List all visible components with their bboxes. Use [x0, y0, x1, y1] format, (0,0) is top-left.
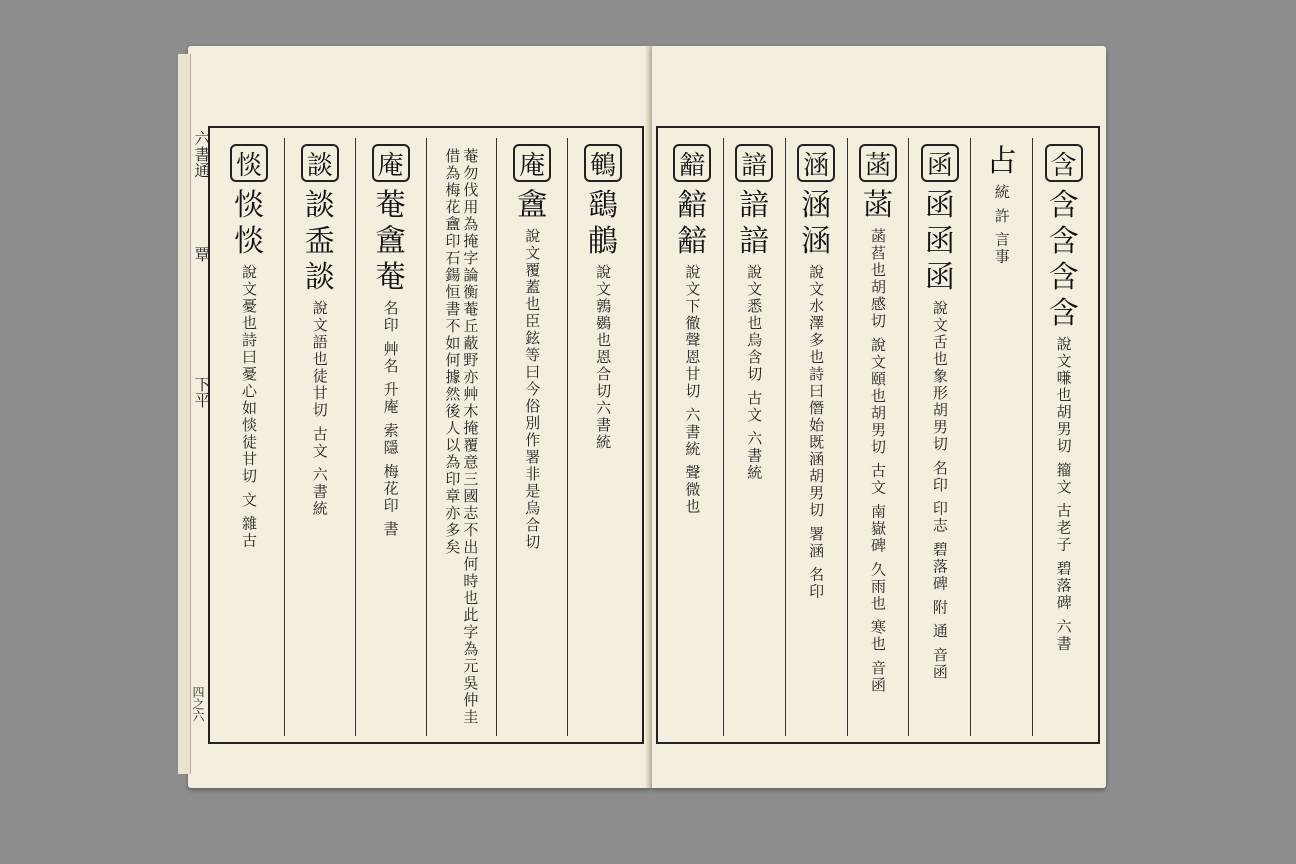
commentary-text: 統 許 言事	[992, 184, 1011, 266]
text-column	[847, 138, 909, 736]
open-book	[188, 46, 1106, 788]
headword-box: 庵	[372, 144, 410, 182]
seal-character: 談	[304, 188, 335, 223]
page-number: 四之六	[191, 686, 205, 722]
commentary-text: 說文語也徒甘切 古文 六書統	[310, 300, 329, 518]
text-column	[355, 138, 426, 736]
text-column	[214, 138, 284, 736]
seal-character: 盦	[517, 188, 548, 223]
commentary-text: 說文覆蓋也臣鉉等曰今俗別作署非是烏合切	[523, 228, 542, 551]
headword-box: 涵	[797, 144, 835, 182]
seal-character: 盉	[304, 224, 335, 259]
right-text-frame	[656, 126, 1100, 744]
left-page	[188, 46, 650, 788]
headword-box: 含	[1045, 144, 1083, 182]
commentary-text: 菴勿伐用為掩字論衡菴丘蔽野亦艸木掩覆意三國志不出何時也此字為元吳仲圭借為梅花盦印石鍚恒書不如何據然後人以為印章亦多矣	[443, 148, 480, 726]
text-column	[723, 138, 785, 736]
text-column	[1032, 138, 1094, 736]
seal-character: 函	[924, 260, 955, 295]
text-column	[426, 138, 497, 736]
seal-character: 惔	[233, 224, 264, 259]
headword-box: 函	[921, 144, 959, 182]
headword-box: 談	[301, 144, 339, 182]
headword-box: 惔	[230, 144, 268, 182]
seal-character: 韽	[677, 188, 708, 223]
seal-character: 含	[1048, 224, 1079, 259]
seal-character: 菴	[375, 188, 406, 223]
seal-character: 諳	[739, 188, 770, 223]
right-columns	[662, 138, 1094, 736]
seal-character: 盦	[375, 224, 406, 259]
text-column	[662, 138, 723, 736]
commentary-text: 說文下徹聲恩甘切 六書統 聲微也	[683, 264, 702, 516]
headword-box: 諳	[735, 144, 773, 182]
left-text-frame	[208, 126, 644, 744]
seal-character: 含	[1048, 296, 1079, 331]
headword-box: 菡	[859, 144, 897, 182]
seal-character: 惔	[233, 188, 264, 223]
margin-title: 六書通	[192, 130, 211, 178]
seal-character: 函	[924, 188, 955, 223]
margin-tone: 下平	[192, 376, 211, 408]
commentary-text: 說文憂也詩曰憂心如惔徒甘切 文 雜古	[239, 264, 258, 550]
commentary-text: 說文嗛也胡男切 籀文 古老子 碧落碑 六書	[1054, 336, 1073, 653]
seal-character: 涵	[801, 224, 832, 259]
text-column	[970, 138, 1032, 736]
text-column	[567, 138, 638, 736]
left-columns	[214, 138, 638, 736]
seal-character: 函	[924, 224, 955, 259]
seal-character: 涵	[801, 188, 832, 223]
seal-character: 談	[304, 260, 335, 295]
text-column	[496, 138, 567, 736]
text-column	[284, 138, 355, 736]
text-column	[908, 138, 970, 736]
seal-character: 菡	[862, 188, 893, 223]
seal-character: 菴	[375, 260, 406, 295]
commentary-text: 菡萏也胡感切 說文頤也胡男切 古文 南嶽碑 久雨也 寒也 音函	[868, 228, 887, 694]
commentary-text: 名印 艸名 升庵 索隱 梅花印 書	[381, 300, 400, 538]
seal-character: 韽	[677, 224, 708, 259]
right-page	[652, 46, 1106, 788]
headword-box: 鵪	[584, 144, 622, 182]
text-column	[785, 138, 847, 736]
commentary-text: 說文舌也象形胡男切 名印 印志 碧落碑 附 通 音函	[930, 300, 949, 681]
commentary-text: 說文悉也烏含切 古文 六書統	[745, 264, 764, 482]
seal-character: 含	[1048, 260, 1079, 295]
seal-character: 鷂	[588, 188, 619, 223]
seal-character: 含	[1048, 188, 1079, 223]
seal-character: 占	[986, 144, 1017, 179]
margin-rhyme: 覃	[192, 246, 211, 262]
seal-character: 諳	[739, 224, 770, 259]
commentary-text: 說文鶉鷃也恩合切六書統	[594, 264, 613, 451]
commentary-text: 說文水澤多也詩曰僭始既涵胡男切 署涵 名印	[807, 264, 826, 601]
seal-character: 鵏	[588, 224, 619, 259]
headword-box: 韽	[673, 144, 711, 182]
headword-box: 庵	[513, 144, 551, 182]
